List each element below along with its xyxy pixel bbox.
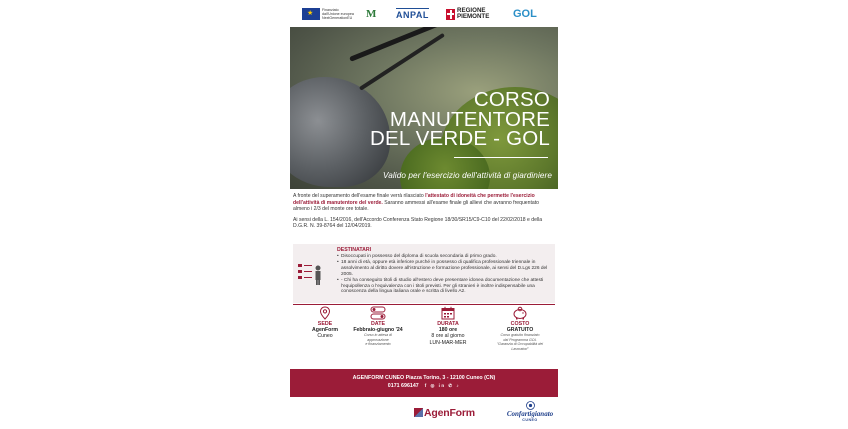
footer-address: AGENFORM CUNEO Piazza Torino, 3 - 12100 Cuneo (CN)	[352, 375, 496, 381]
destinatari-list	[337, 254, 551, 295]
certificate-paragraph: A fronte del superamento dell'esame finale verrà rilasciato l'attestato di idoneità che permette l'esercizio dell'attività di manutentore del verde. Saranno ammessi all'esame finale gli allievi che avranno frequentato almeno i 2/3 del monte ore totale.	[293, 193, 539, 213]
course-description	[293, 193, 555, 234]
gol-logo: GOL	[513, 8, 537, 20]
location-pin-icon	[318, 306, 332, 320]
course-subtitle: Valido per l'esercizio dell'attività di giardiniere	[382, 171, 552, 180]
destinatari-title: DESTINATARI	[337, 247, 372, 253]
toggle-calendar-icon	[370, 306, 386, 320]
course-title: CORSO MANUTENTORE DEL VERDE - GOL	[370, 88, 550, 150]
anpal-logo: ANPAL	[396, 10, 429, 20]
section-divider	[293, 304, 555, 305]
ministero-logo: M	[366, 8, 377, 20]
agenform-mark-icon	[414, 408, 423, 417]
piggy-bank-icon	[512, 306, 528, 320]
destinatari-section	[293, 244, 555, 303]
info-sede: SEDE AgenForm Cuneo	[294, 306, 356, 340]
contact-footer	[290, 369, 558, 397]
course-info-row	[290, 306, 558, 368]
social-icons[interactable]: f ◎ in ✆ ♪	[424, 383, 461, 388]
regione-piemonte-logo: REGIONE PIEMONTE	[446, 5, 493, 23]
info-date: DATE Febbraio-giugno '24 Corso in attesa di approvazione e finanziamento	[347, 306, 409, 347]
eu-logo: ★ Finanziato dall'Unione europea NextGenerationEU	[302, 5, 356, 23]
info-costo: COSTO GRATUITO Corso gratuito finanziato dal Programma GOL "Garanzia di Occupabilità dei Lavoratori"	[489, 306, 551, 351]
confartigianato-seal-icon	[526, 401, 535, 410]
list-item: • - Chi ha conseguito titoli di studio all'estero deve presentare idonea documentazione che attesti l'equipollenza o l'equivalenza con i titoli previsti. Per gli stranieri è inoltre indispensabile una conoscenza della lingua italiana orale e scritta di livello A2.	[337, 278, 551, 295]
info-durata: DURATA 180 ore 8 ore al giorno LUN-MAR-MER	[417, 306, 479, 346]
title-divider	[454, 157, 548, 158]
footer-phone[interactable]: 0171 696147	[387, 383, 419, 389]
course-flyer	[290, 0, 558, 429]
calendar-icon	[441, 306, 455, 320]
agenform-logo: AgenForm	[414, 407, 475, 419]
list-item: • 18 anni di età, oppure età inferiore purché in possesso di qualifica professionale triennale in assolvimento al diritto dovere all'istruzione e formazione professionale, ai sensi del D.Lgs 226 del 2005.	[337, 260, 551, 277]
list-item: • Disoccupati in possesso del diploma di scuola secondaria di primo grado.	[337, 254, 551, 260]
piemonte-shield-icon	[446, 9, 455, 20]
shears-icon	[349, 27, 453, 62]
partner-logos	[290, 0, 558, 27]
eu-flag-icon	[302, 8, 320, 20]
organizer-logos	[290, 398, 558, 429]
checklist-person-icon	[297, 262, 323, 286]
legal-reference-paragraph: Ai sensi della L. 154/2016, dell'Accordo Conferenza Stato Regione 18/30/SR15/C9-C10 del 22/02/2018 e della D.G.R. N. 39-8764 del 12/04/2019.	[293, 216, 543, 230]
hero-image	[290, 27, 558, 189]
confartigianato-logo: Confartigianato CUNEO	[502, 401, 558, 422]
